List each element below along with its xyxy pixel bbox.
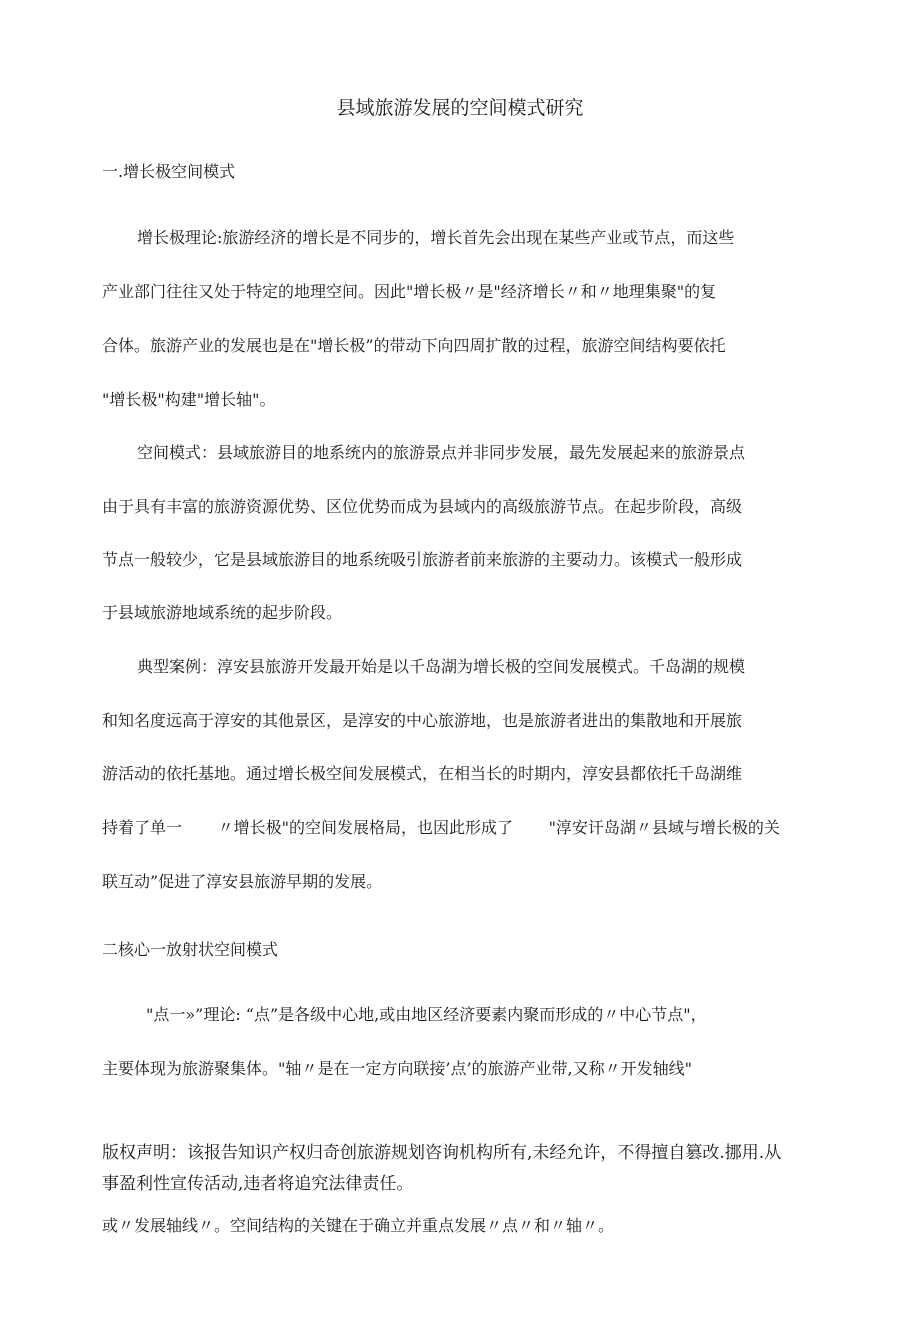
paragraph-line: 联互动”促进了淳安县旅游早期的发展。 bbox=[102, 872, 383, 891]
paragraph-line: 游活动的依托基地。通过增长极空间发展模式，在相当长的时期内，淳安县都依托千岛湖维 bbox=[102, 764, 743, 783]
paragraph-line: 节点一般较少，它是县域旅游目的地系统吸引旅游者前来旅游的主要动力。该模式一般形成 bbox=[102, 550, 743, 569]
paragraph-line: 和知名度远高于淳安的其他景区，是淳安的中心旅游地，也是旅游者进出的集散地和开展旅 bbox=[102, 711, 743, 730]
paragraph-line: 产业部门往往又处于特定的地理空间。因此"增长极〃是"经济增长〃和〃地理集聚"的复 bbox=[102, 282, 717, 301]
paragraph-line: "点一»”理论: “点”是各级中心地,或由地区经济要素内聚而形成的〃中心节点"， bbox=[146, 1005, 707, 1024]
section-heading-core-radial: 二核心一放射状空间模式 bbox=[102, 940, 279, 959]
page-title: 县域旅游发展的空间模式研究 bbox=[336, 97, 584, 119]
paragraph-line: 增长极理论:旅游经济的增长是不同步的，增长首先会出现在某些产业或节点，而这些 bbox=[137, 228, 735, 247]
copyright-notice-line: 版权声明：该报告知识产权归奇创旅游规划咨询机构所有,未经允许，不得擅自篡改.挪用.从 bbox=[102, 1143, 782, 1163]
paragraph-line: 典型案例：淳安县旅游开发最开始是以千岛湖为增长极的空间发展模式。千岛湖的规模 bbox=[137, 657, 746, 676]
paragraph-line: "增长极"构建"增长轴"。 bbox=[102, 390, 276, 409]
paragraph-line: 合体。旅游产业的发展也是在"增长极”的带动下向四周扩散的过程，旅游空间结构要依托 bbox=[102, 336, 726, 355]
paragraph-line: 由于具有丰富的旅游资源优势、区位优势而成为县域内的高级旅游节点。在起步阶段，高级 bbox=[102, 497, 743, 516]
paragraph-line: 或〃发展轴线〃。空间结构的关键在于确立并重点发展〃点〃和〃轴〃。 bbox=[102, 1216, 615, 1235]
paragraph-line: 空间模式：县域旅游目的地系统内的旅游景点并非同步发展，最先发展起来的旅游景点 bbox=[137, 443, 746, 462]
paragraph-line: 于县域旅游地域系统的起步阶段。 bbox=[102, 603, 343, 622]
section-heading-growth-pole: 一.增长极空间模式 bbox=[102, 162, 236, 181]
paragraph-line: 持着了单一 〃增长极"的空间发展格局，也因此形成了 "淳安讦岛湖〃县域与增长极的关 bbox=[102, 818, 780, 837]
copyright-notice-line: 事盈利性宣传活动,违者将追究法律责任。 bbox=[102, 1174, 414, 1194]
paragraph-line: 主要体现为旅游聚集体。"轴〃是在一定方向联接’点’的旅游产业带,又称〃开发轴线" bbox=[102, 1059, 692, 1078]
